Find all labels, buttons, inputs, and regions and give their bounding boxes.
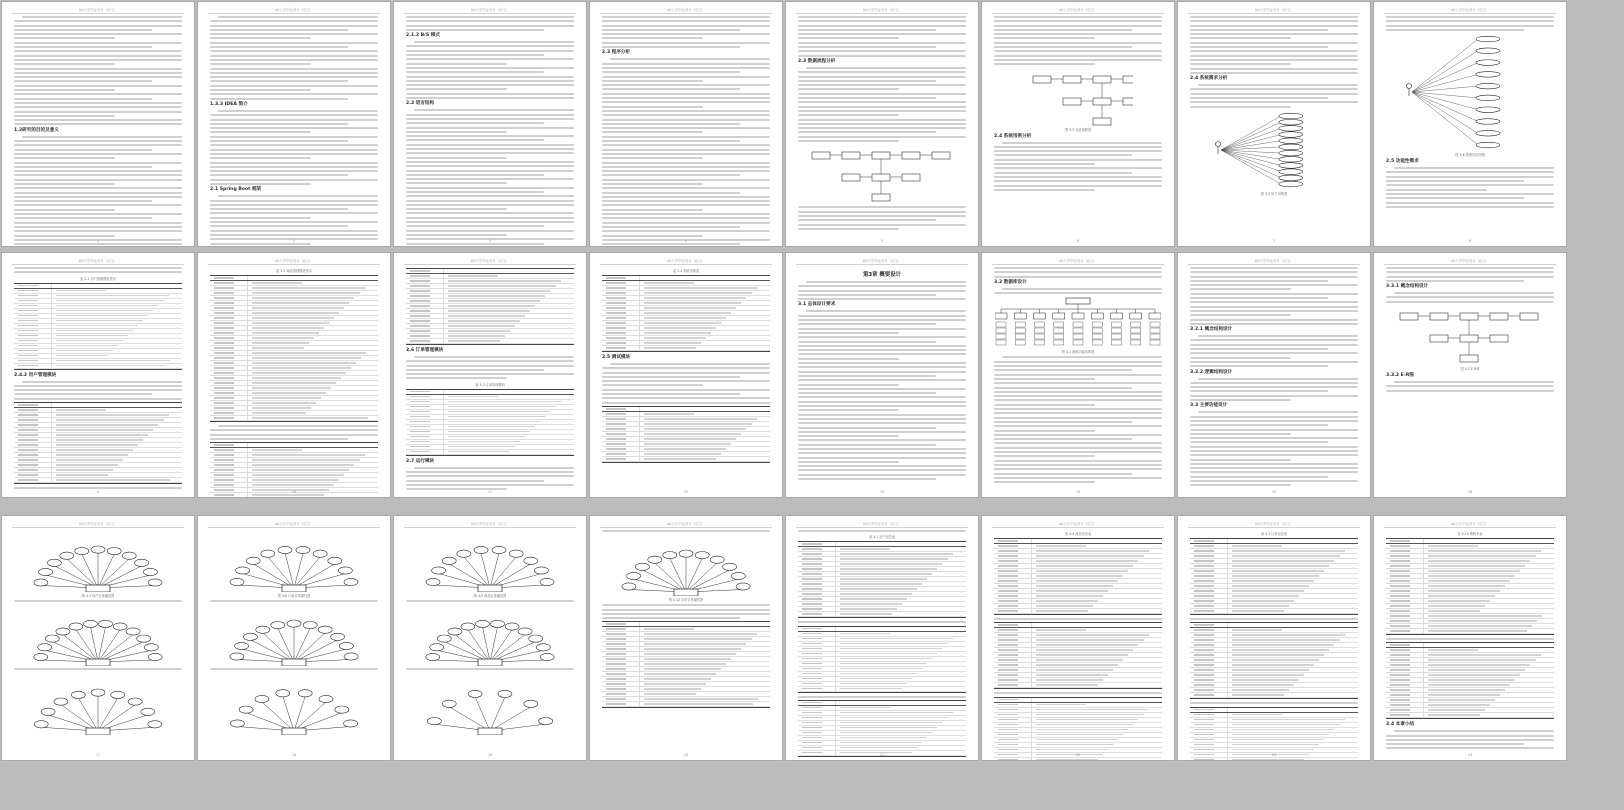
- document-page-thumbnail[interactable]: [1178, 516, 1370, 760]
- page-body: [602, 267, 770, 487]
- document-page-thumbnail[interactable]: [1178, 2, 1370, 246]
- page-header: XX大学毕业设计（论文）: [1188, 7, 1360, 14]
- page-header: XX大学毕业设计（论文）: [1188, 521, 1360, 528]
- section-heading: 2.7 运行模块: [406, 458, 435, 464]
- page-body: [210, 530, 378, 750]
- figure-caption: 图 4-2 E-R图: [1460, 367, 1480, 372]
- table-caption: 表 4-10 购物车表: [1457, 532, 1483, 536]
- page-header: XX大学毕业设计（论文）: [12, 521, 184, 528]
- section-heading: 3.3 主要功能设计: [1190, 403, 1228, 409]
- figure-caption: 图 4-12 评价实体属性图: [668, 598, 704, 603]
- section-heading: 3.4 本章小结: [1386, 722, 1415, 728]
- page-header: XX大学毕业设计（论文）: [1384, 7, 1556, 14]
- page-body: [14, 16, 182, 236]
- document-page-thumbnail[interactable]: [394, 2, 586, 246]
- page-header: XX大学毕业设计（论文）: [796, 521, 968, 528]
- page-header: XX大学毕业设计（论文）: [404, 258, 576, 265]
- page-header: XX大学毕业设计（论文）: [600, 7, 772, 14]
- table-caption: 表 3-4 测试用例表: [672, 269, 700, 273]
- section-heading: 2.3 数据流程分析: [798, 58, 836, 64]
- page-header: XX大学毕业设计（论文）: [1384, 258, 1556, 265]
- figure-caption: 图 3-2 登录流程图: [1064, 127, 1092, 132]
- section-heading: 3.2.1 概念结构设计: [1190, 327, 1233, 333]
- table-caption: 表 3-2 商品管理模块需求: [276, 269, 312, 273]
- page-body: [994, 16, 1162, 236]
- section-heading: 3.3.2 E-R图: [1386, 373, 1414, 379]
- page-header: XX大学毕业设计（论文）: [208, 521, 380, 528]
- document-page-thumbnail[interactable]: [590, 253, 782, 497]
- page-number: 22: [1075, 753, 1081, 757]
- document-page-thumbnail[interactable]: [2, 516, 194, 760]
- table-caption: 表 4-1 用户信息表: [868, 535, 896, 540]
- section-heading: 3.3.1 概念结构设计: [1386, 284, 1429, 290]
- page-number: 20: [683, 753, 689, 757]
- document-page-thumbnail[interactable]: [590, 2, 782, 246]
- page-body: [14, 530, 182, 750]
- figure-caption: 图 4-3 用户实体属性图: [81, 594, 115, 598]
- page-number: 16: [1467, 490, 1473, 494]
- page-number: 5: [880, 239, 884, 243]
- document-page-thumbnail[interactable]: [2, 253, 194, 497]
- document-page-thumbnail[interactable]: [198, 253, 390, 497]
- page-number: 17: [95, 753, 101, 757]
- section-heading: 2.2 语言结构: [406, 101, 435, 107]
- page-header: XX大学毕业设计（论文）: [992, 7, 1164, 14]
- table-caption: 表 4-7 订单信息表: [1260, 532, 1288, 536]
- table-caption: 表 3-3 订单管理模块: [475, 382, 505, 387]
- page-body: [14, 267, 182, 487]
- page-header: XX大学毕业设计（论文）: [208, 258, 380, 265]
- document-page-thumbnail[interactable]: [982, 253, 1174, 497]
- figure-caption: 图 4-9 商品实体属性图: [473, 594, 507, 598]
- page-body: [406, 16, 574, 236]
- page-body: [406, 267, 574, 487]
- page-body: [210, 267, 378, 487]
- section-heading: 2.3 程序分析: [602, 50, 631, 56]
- document-page-thumbnail[interactable]: [1178, 253, 1370, 497]
- page-number: 23: [1271, 753, 1277, 757]
- page-body: [406, 530, 574, 750]
- page-number: 15: [1271, 490, 1277, 494]
- page-number: 12: [683, 490, 689, 494]
- page-number: 6: [1076, 239, 1080, 243]
- page-number: 4: [684, 239, 688, 243]
- page-number: 13: [879, 490, 885, 494]
- page-body: [994, 530, 1162, 750]
- page-header: XX大学毕业设计（论文）: [12, 7, 184, 14]
- section-heading: 2.4 系统需求分析: [1190, 76, 1228, 82]
- page-header: XX大学毕业设计（论文）: [208, 7, 380, 14]
- page-number: 8: [1468, 239, 1472, 243]
- page-body: [1386, 16, 1554, 236]
- section-heading: 2.5 功能性需求: [1386, 159, 1419, 165]
- page-body: [1386, 530, 1554, 750]
- page-header: XX大学毕业设计（论文）: [404, 7, 576, 14]
- document-page-thumbnail[interactable]: [786, 2, 978, 246]
- section-heading: 1.3.3 IDEA 简介: [210, 101, 248, 107]
- section-heading: 3.1 总体设计要求: [798, 302, 836, 308]
- page-header: XX大学毕业设计（论文）: [992, 521, 1164, 528]
- page-number: 1: [96, 239, 100, 243]
- document-page-thumbnail[interactable]: [394, 516, 586, 760]
- page-body: [1190, 530, 1358, 750]
- section-heading: 1.2研究的目的及意义: [14, 127, 59, 133]
- document-page-thumbnail[interactable]: [1374, 253, 1566, 497]
- section-heading: 2.1.2 B/S 模式: [406, 33, 440, 39]
- page-header: XX大学毕业设计（论文）: [404, 521, 576, 528]
- section-heading: 2.6 订单管理模块: [406, 348, 444, 353]
- page-number: 14: [1075, 490, 1081, 494]
- section-heading: 3.2 数据库设计: [994, 279, 1027, 285]
- page-number: 10: [291, 490, 297, 494]
- page-number: 7: [1272, 239, 1276, 243]
- document-page-thumbnail[interactable]: [590, 516, 782, 760]
- document-page-thumbnail[interactable]: [1374, 2, 1566, 246]
- page-header: XX大学毕业设计（论文）: [12, 258, 184, 265]
- table-caption: 表 4-4 商品信息表: [1064, 532, 1092, 536]
- figure-caption: 图 4-1 系统功能结构图: [1061, 350, 1095, 355]
- page-body: [798, 530, 966, 750]
- page-header: XX大学毕业设计（论文）: [992, 258, 1164, 265]
- page-number: 3: [488, 239, 492, 243]
- chapter-title: 第3章 概要设计: [863, 272, 901, 278]
- page-header: XX大学毕业设计（论文）: [1384, 521, 1556, 528]
- document-page-thumbnail[interactable]: [786, 516, 978, 760]
- page-body: [1190, 267, 1358, 487]
- figure-caption: 图 3-6 管理员用例图: [1455, 153, 1485, 158]
- page-body: [602, 530, 770, 750]
- figure-caption: 图 4-6 订单实体属性图: [277, 594, 311, 598]
- document-page-thumbnail[interactable]: [982, 516, 1174, 760]
- page-header: XX大学毕业设计（论文）: [600, 521, 772, 528]
- page-number: 11: [487, 490, 493, 494]
- document-page-thumbnail[interactable]: [198, 2, 390, 246]
- page-body: [1190, 16, 1358, 236]
- page-body: [994, 267, 1162, 487]
- page-header: XX大学毕业设计（论文）: [796, 258, 968, 265]
- table-caption: 表 3-1 用户管理模块需求: [80, 276, 116, 281]
- page-header: XX大学毕业设计（论文）: [796, 7, 968, 14]
- page-body: [1386, 267, 1554, 487]
- page-number: 9: [96, 490, 100, 494]
- page-number: 18: [291, 753, 297, 757]
- page-body: [798, 267, 966, 487]
- page-body: [602, 16, 770, 236]
- section-heading: 2.4 系统用例分析: [994, 133, 1032, 139]
- document-page-thumbnail[interactable]: [198, 516, 390, 760]
- page-number: 2: [292, 239, 296, 243]
- page-number: 24: [1467, 753, 1473, 757]
- page-number: 19: [487, 753, 493, 757]
- page-body: [210, 16, 378, 236]
- page-header: XX大学毕业设计（论文）: [1188, 258, 1360, 265]
- section-heading: 2.4.2 用户管理模块: [14, 372, 57, 378]
- page-header: XX大学毕业设计（论文）: [600, 258, 772, 265]
- section-heading: 2.5 测试模块: [602, 355, 631, 360]
- document-page-thumbnail[interactable]: [2, 2, 194, 246]
- document-page-thumbnail[interactable]: [1374, 516, 1566, 760]
- section-heading: 3.2.2 逻辑结构设计: [1190, 369, 1233, 375]
- document-page-thumbnail[interactable]: [394, 253, 586, 497]
- section-heading: 2.1 Spring Boot 框架: [210, 187, 262, 193]
- document-page-thumbnail[interactable]: [982, 2, 1174, 246]
- page-body: [798, 16, 966, 236]
- figure-caption: 图 3-5 用户用例图: [1260, 191, 1288, 196]
- page-number: 21: [879, 753, 885, 757]
- document-page-thumbnail[interactable]: [786, 253, 978, 497]
